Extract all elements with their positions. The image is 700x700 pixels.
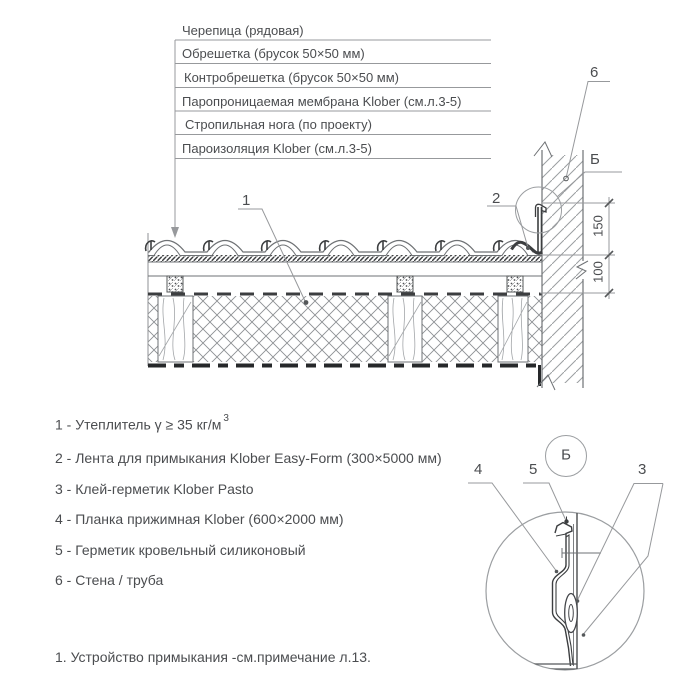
counter-batten-blocks — [167, 276, 523, 292]
callout-vapour-barrier: Пароизоляция Klober (см.л.3-5) — [182, 141, 372, 156]
legend-item-2: 2 - Лента для примыкания Klober Easy-Form (300×5000 мм) — [55, 450, 442, 466]
marker-3: 3 — [638, 461, 647, 478]
insulation — [148, 296, 542, 362]
callout-tile: Черепица (рядовая) — [182, 23, 304, 38]
callout-membrane: Паропроницаемая мембрана Klober (см.л.3-5) — [182, 94, 462, 109]
roof-section — [146, 233, 542, 386]
marker-4: 4 — [474, 461, 483, 478]
legend-item-4: 4 - Планка прижимная Klober (600×2000 мм) — [55, 511, 344, 527]
marker-1: 1 — [242, 192, 251, 209]
legend-item-1-text: 1 - Утеплитель γ ≥ 35 кг/м — [55, 416, 222, 433]
callout-counter-batten: Контробрешетка (брусок 50×50 мм) — [184, 70, 400, 85]
footnote: 1. Устройство примыкания -см.примечание л.13. — [55, 649, 371, 665]
callout-batten: Обрешетка (брусок 50×50 мм) — [182, 46, 365, 61]
callout-rafter: Стропильная нога (по проекту) — [185, 117, 372, 132]
legend-item-6: 6 - Стена / труба — [55, 572, 164, 588]
detail-view-drawing — [468, 436, 663, 671]
legend-item-1 — [55, 413, 229, 433]
detail-view-content — [531, 512, 601, 670]
wall-hatch — [534, 142, 588, 390]
tile-profile-inner — [148, 245, 542, 256]
detail-title-label: Б — [561, 446, 571, 464]
wall-break-top — [534, 142, 552, 157]
legend-item-1-sup: 3 — [223, 413, 229, 424]
dimension-150: 150 — [590, 215, 606, 237]
marker-6: 6 — [590, 64, 599, 81]
marker-5: 5 — [529, 461, 538, 478]
legend-item-3: 3 - Клей-герметик Klober Pasto — [55, 481, 254, 497]
sealant-bead-side — [565, 594, 578, 633]
detail-view-circle — [486, 512, 644, 670]
dimension-100: 100 — [590, 261, 606, 283]
marker-2: 2 — [492, 190, 501, 207]
membrane-band — [148, 255, 542, 262]
detail-ref-label: Б — [590, 151, 600, 168]
legend-item-5: 5 - Герметик кровельный силиконовый — [55, 542, 306, 558]
